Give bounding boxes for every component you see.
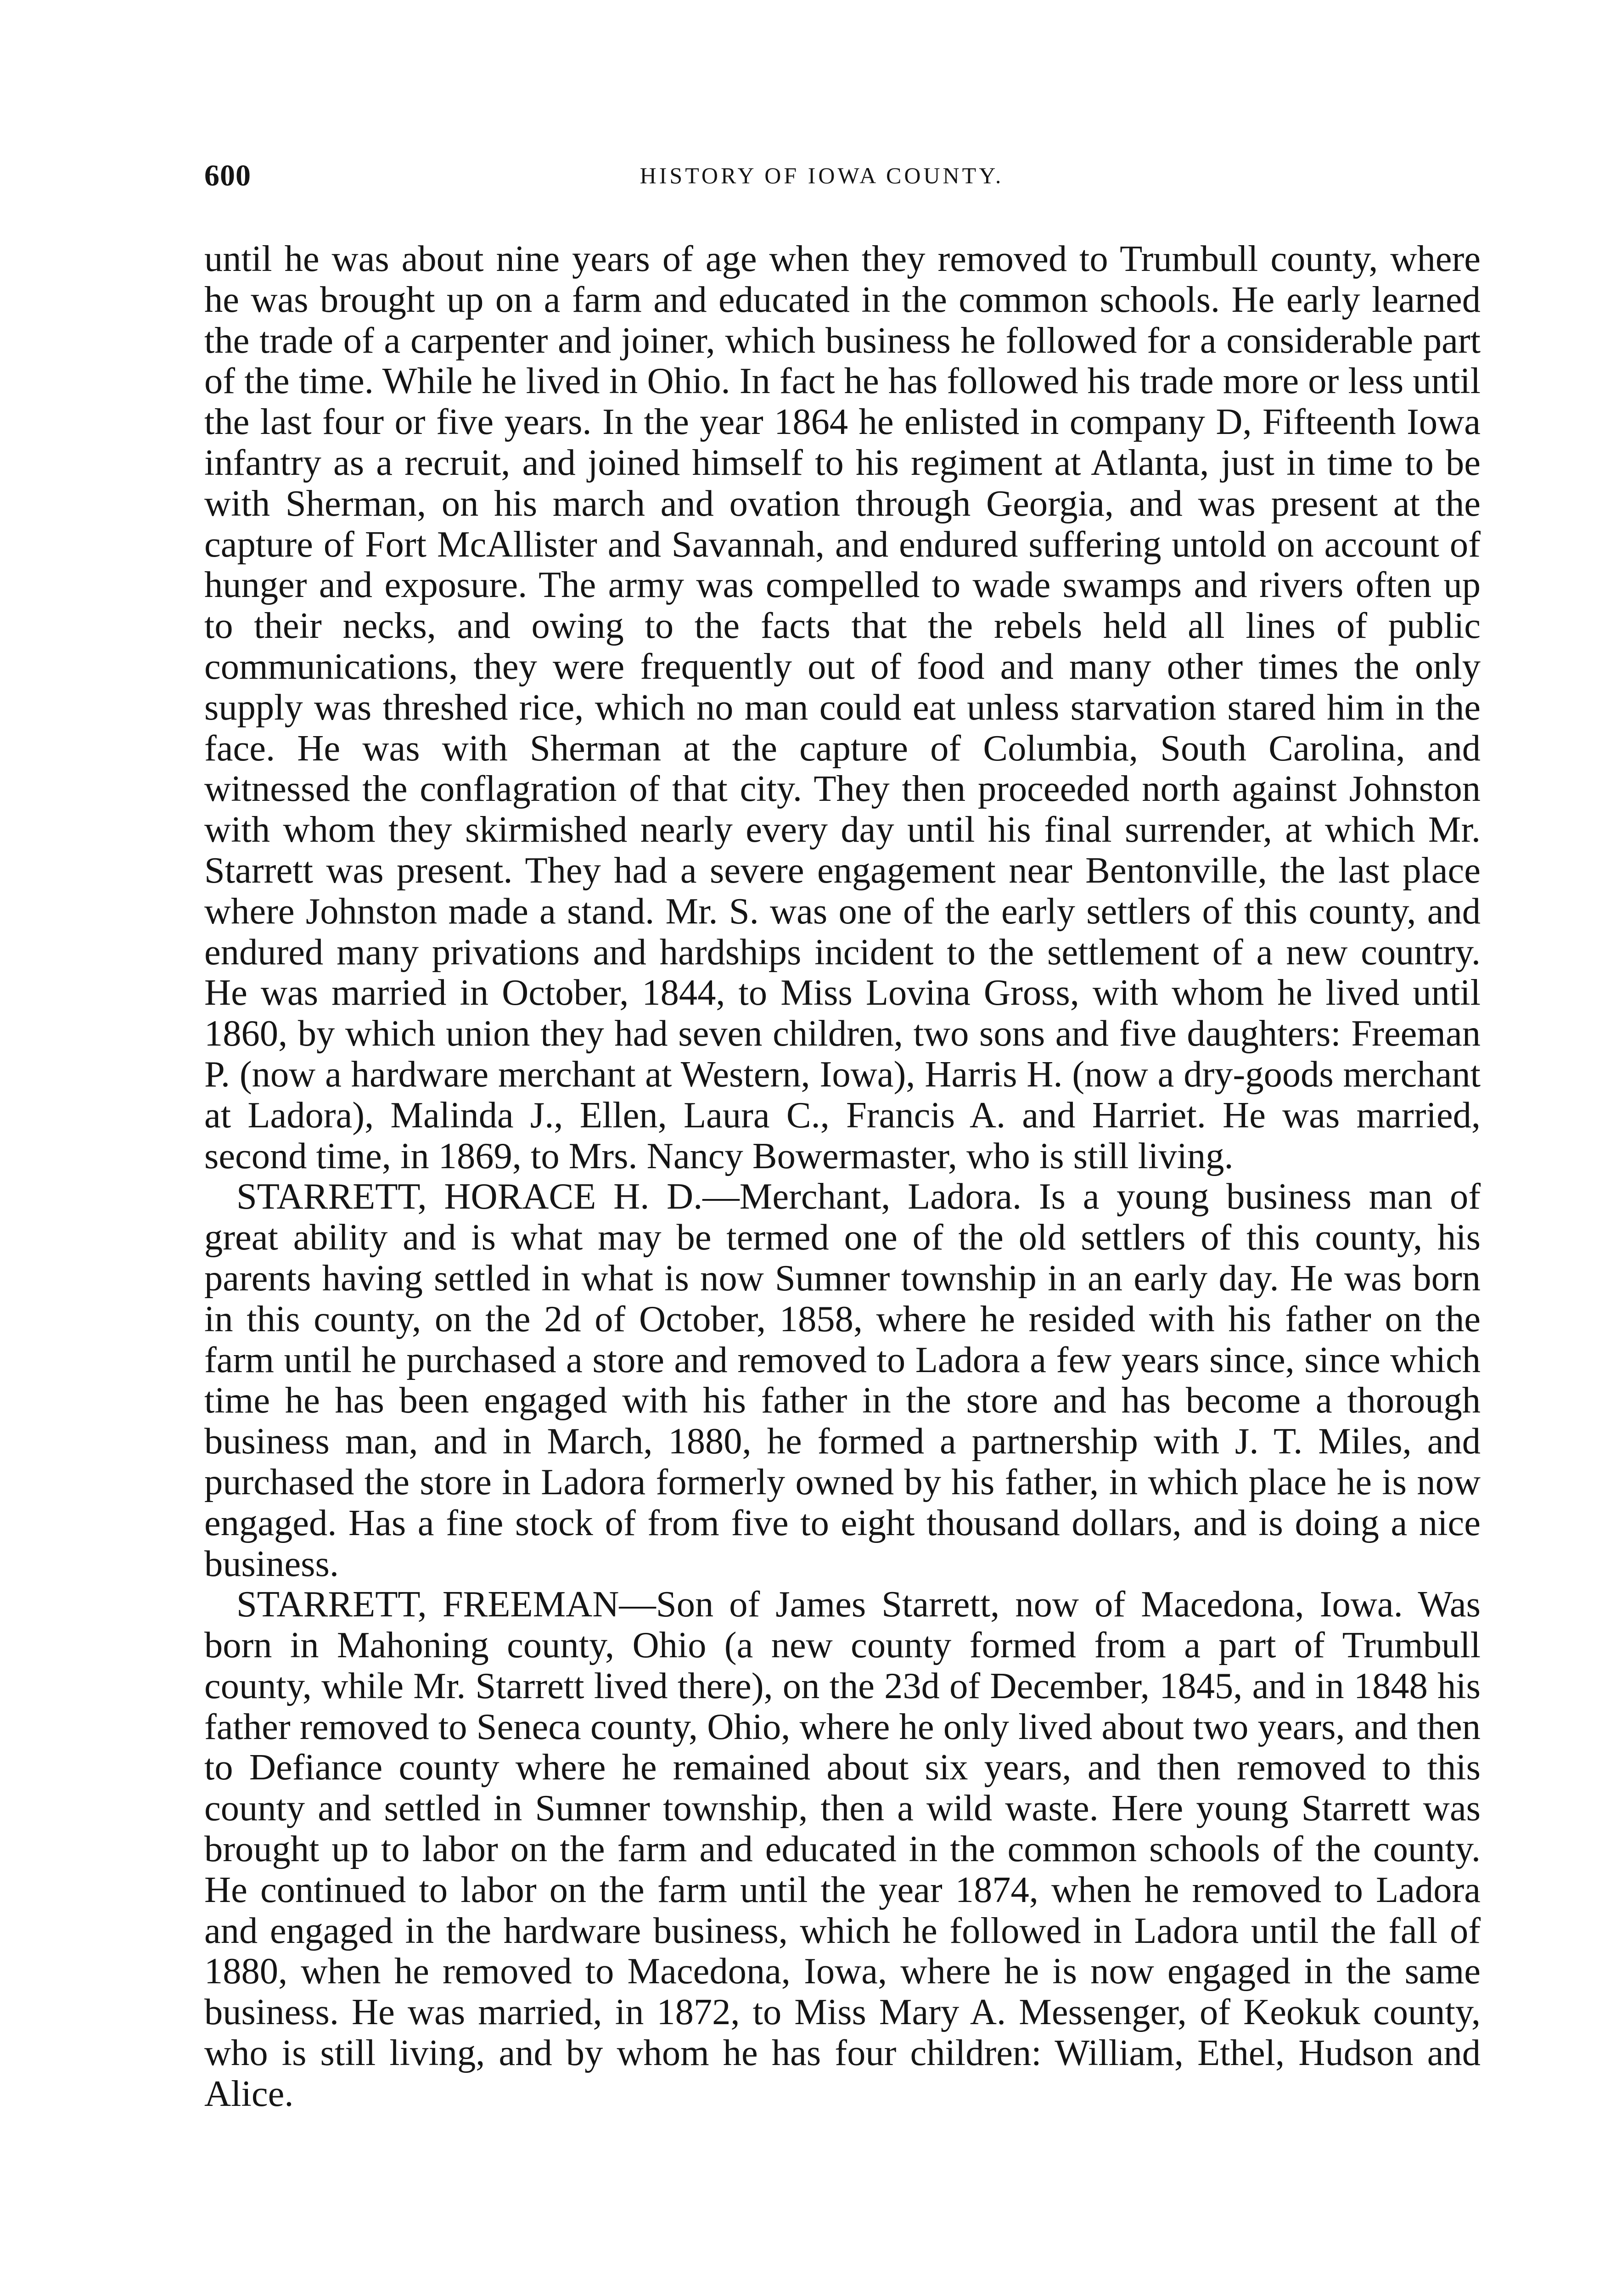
paragraph-horace-starrett: STARRETT, HORACE H. D.—Merchant, Ladora. Is a young business man of great ability and is what may be termed one of the old settlers of this county, his parents having settled in what is now Sumner township in an early day. He was born in this county, on the 2d of October, 1858, where he resided with his father on the farm until he purchased a store and removed to Ladora a few years since, since which time he has been engaged with his father in the store and has become a thorough business man, and in March, 1880, he formed a partnership with J. T. Miles, and purchased the store in Ladora formerly owned by his father, in which place he is now engaged. Has a fine stock of from five to eight thousand dollars, and is doing a nice business.: [204, 1176, 1481, 1584]
running-title: HISTORY OF IOWA COUNTY.: [640, 163, 1004, 188]
paragraph-freeman-starrett: STARRETT, FREEMAN—Son of James Starrett, now of Macedona, Iowa. Was born in Mahoning county, Ohio (a new county formed from a part of Trumbull county, while Mr. Starrett lived there), on the 23d of December, 1845, and in 1848 his father removed to Seneca county, Ohio, where he only lived about two years, and then to Defiance county where he remained about six years, and then removed to this county and settled in Sumner township, then a wild waste. Here young Starrett was brought up to labor on the farm and educated in the common schools of the county. He continued to labor on the farm until the year 1874, when he removed to Ladora and engaged in the hardware business, which he followed in Ladora until the fall of 1880, when he removed to Macedona, Iowa, where he is now engaged in the same business. He was married, in 1872, to Miss Mary A. Messenger, of Keokuk county, who is still living, and by whom he has four children: William, Ethel, Hudson and Alice.: [204, 1584, 1481, 2114]
page-number: 600: [204, 159, 251, 192]
running-header: [204, 158, 1412, 200]
paragraph-continuation: until he was about nine years of age when they removed to Trumbull county, where he was brought up on a farm and educated in the common schools. He early learned the trade of a carpenter and joiner, which business he followed for a considerable part of the time. While he lived in Ohio. In fact he has followed his trade more or less until the last four or five years. In the year 1864 he enlisted in company D, Fifteenth Iowa infantry as a recruit, and joined himself to his regiment at Atlanta, just in time to be with Sherman, on his march and ovation through Georgia, and was present at the capture of Fort McAllister and Savannah, and endured suffering untold on account of hunger and exposure. The army was compelled to wade swamps and rivers often up to their necks, and owing to the facts that the rebels held all lines of public communications, they were frequently out of food and many other times the only supply was threshed rice, which no man could eat unless starvation stared him in the face. He was with Sherman at the capture of Columbia, South Carolina, and witnessed the conflagration of that city. They then proceeded north against Johnston with whom they skirmished nearly every day until his final surrender, at which Mr. Starrett was present. They had a severe engagement near Bentonville, the last place where Johnston made a stand. Mr. S. was one of the early settlers of this county, and endured many privations and hardships incident to the settlement of a new country. He was married in October, 1844, to Miss Lovina Gross, with whom he lived until 1860, by which union they had seven children, two sons and five daughters: Freeman P. (now a hardware merchant at Western, Iowa), Harris H. (now a dry-goods merchant at Ladora), Malinda J., Ellen, Laura C., Francis A. and Harriet. He was married, second time, in 1869, to Mrs. Nancy Bowermaster, who is still living.: [204, 238, 1481, 1176]
text-body: [204, 239, 1481, 2115]
